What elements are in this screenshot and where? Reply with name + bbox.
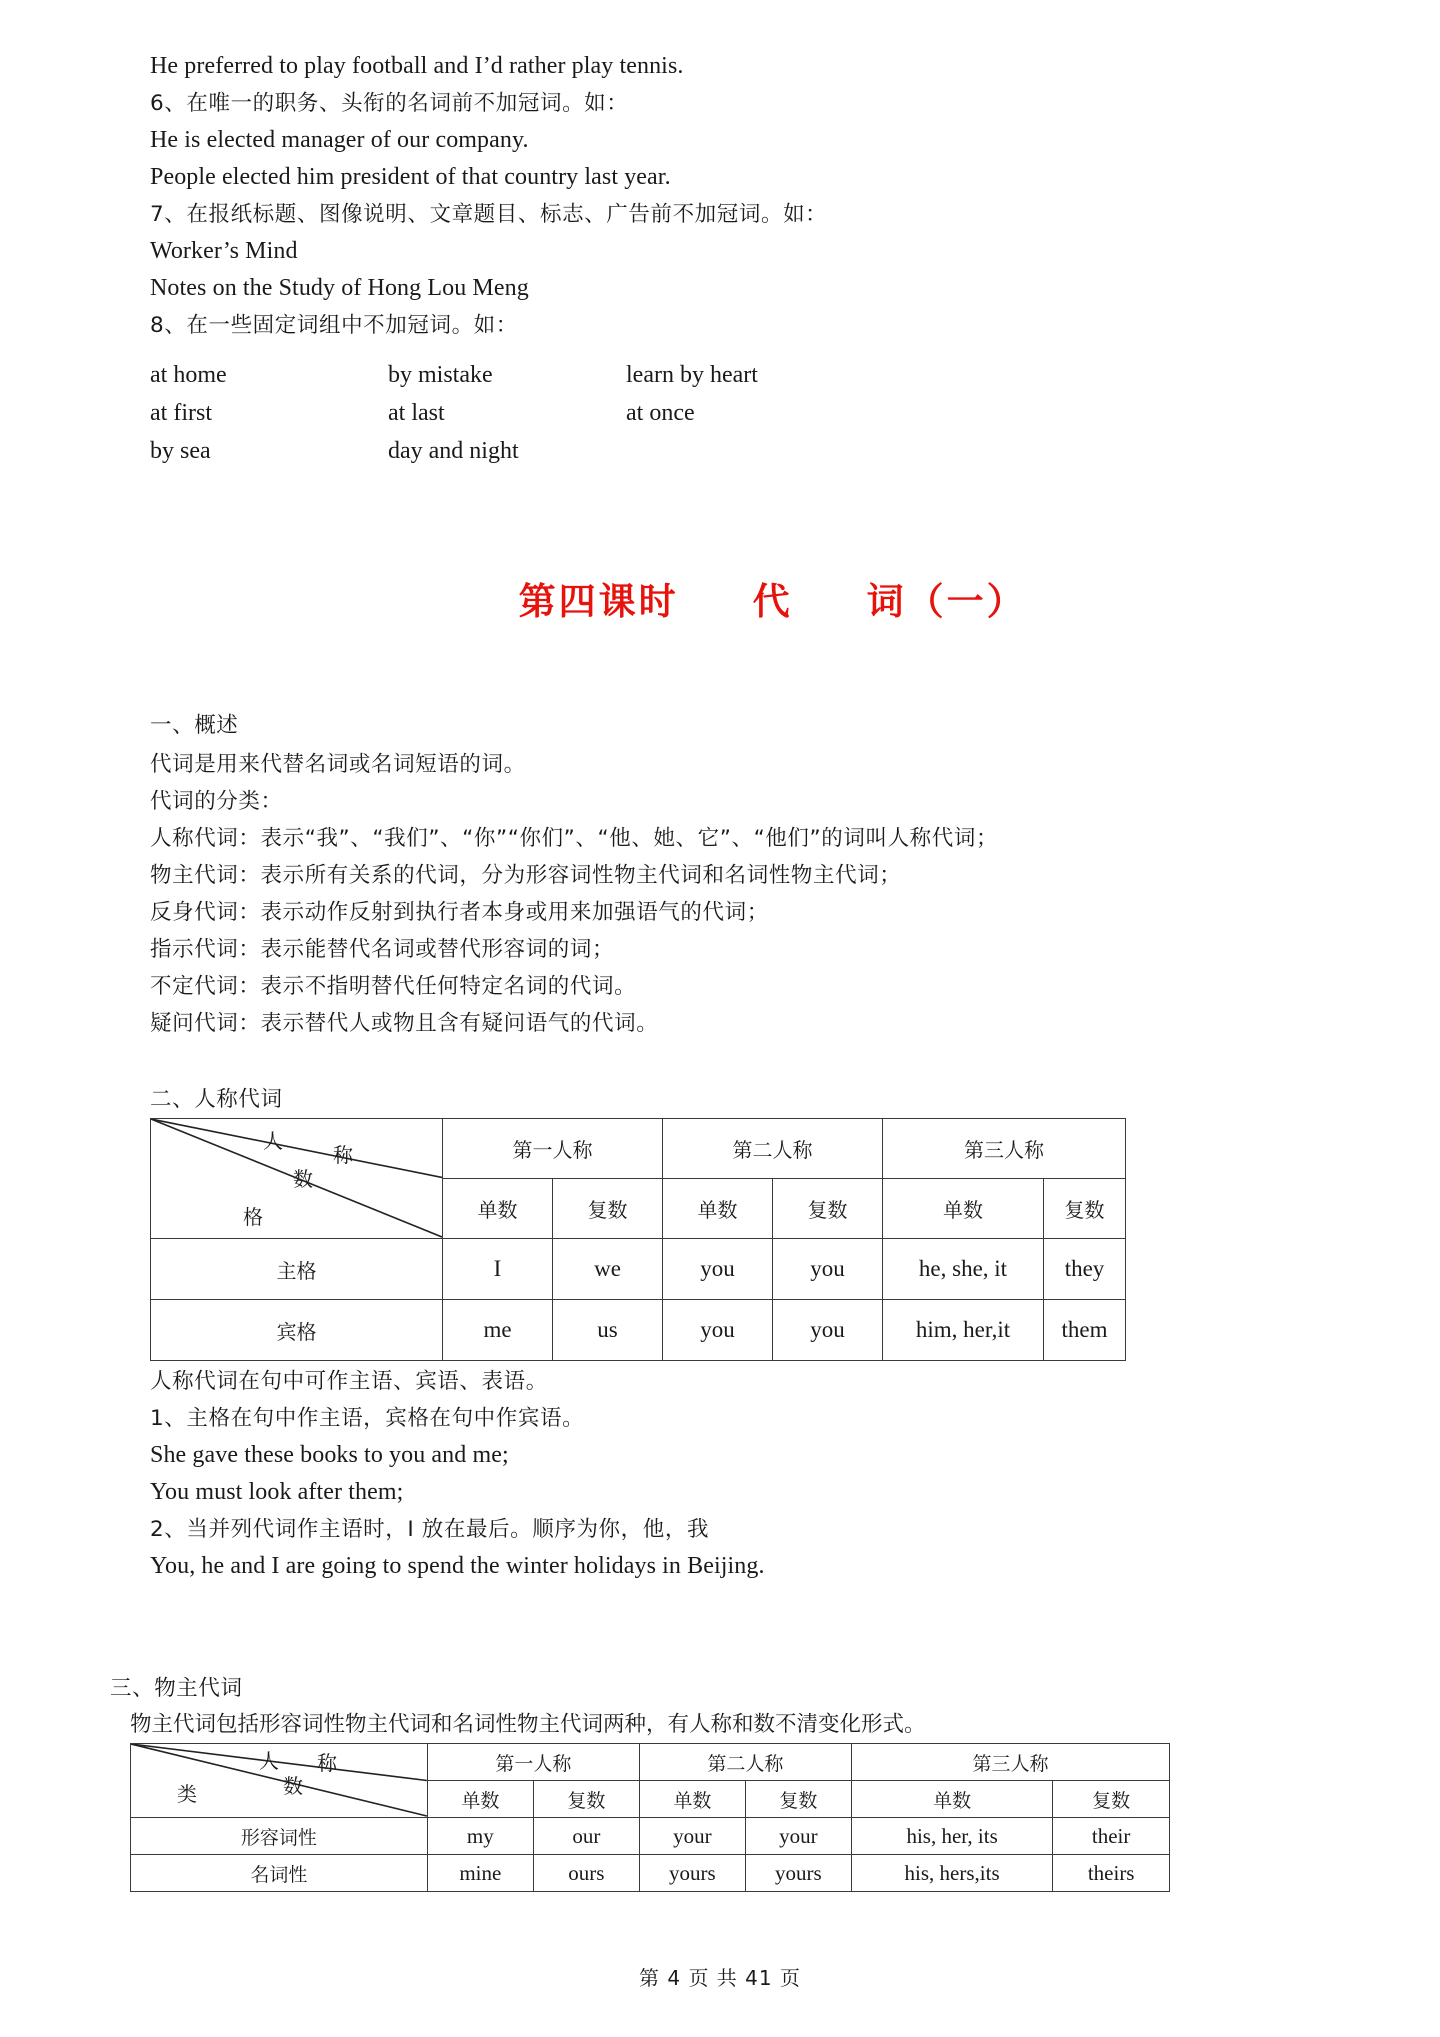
table-row	[151, 1119, 1126, 1179]
chapter-title	[150, 528, 1300, 668]
cell-noun-3p: theirs	[1053, 1855, 1170, 1892]
corner-label-person-1: 人	[263, 1129, 283, 1153]
row-label-subjective: 主格	[151, 1239, 443, 1300]
cell-noun-3s: his, hers,its	[851, 1855, 1052, 1892]
header-number-3s: 单数	[883, 1179, 1044, 1239]
corner-label-number: 数	[293, 1167, 313, 1191]
table-row	[151, 1300, 1126, 1361]
header-number-2s: 单数	[663, 1179, 773, 1239]
overview-line: 不定代词：表示不指明替代任何特定名词的代词。	[150, 974, 637, 999]
spacer	[150, 1585, 1300, 1671]
overview-line: 物主代词：表示所有关系的代词，分为形容词性物主代词和名词性物主代词；	[150, 863, 902, 888]
phrase-item	[626, 432, 864, 470]
chapter-title-part3: 词（一）	[866, 580, 1027, 623]
phrase-row	[150, 432, 1300, 470]
phrase-row	[150, 356, 1300, 394]
example-title: Worker’s Mind	[150, 238, 298, 264]
personal-pronoun-notes	[150, 1363, 1300, 1585]
phrase-row	[150, 394, 1300, 432]
cell-objective-3p: them	[1044, 1300, 1126, 1361]
article-rules-block	[150, 48, 1300, 344]
header-number-3p: 复数	[1053, 1781, 1170, 1818]
note-example: You, he and I are going to spend the winter holidays in Beijing.	[150, 1553, 765, 1579]
header-first-person: 第一人称	[443, 1119, 663, 1179]
cell-subjective-2s: you	[663, 1239, 773, 1300]
overview-line: 代词的分类：	[150, 789, 283, 814]
header-number-1s: 单数	[443, 1179, 553, 1239]
header-number-1s: 单数	[427, 1781, 533, 1818]
possessive-pronoun-table	[130, 1743, 1170, 1892]
corner-label-person-2: 称	[317, 1751, 337, 1775]
overview-line: 反身代词：表示动作反射到执行者本身或用来加强语气的代词；	[150, 900, 769, 925]
note-line: 2、当并列代词作主语时，I 放在最后。顺序为你，他，我	[150, 1517, 710, 1542]
cell-noun-2s: yours	[639, 1855, 745, 1892]
header-number-3p: 复数	[1044, 1179, 1126, 1239]
page-content	[110, 48, 1300, 1892]
overview-line: 疑问代词：表示替代人或物且含有疑问语气的代词。	[150, 1011, 659, 1036]
section-heading-overview: 一、概述	[150, 713, 239, 738]
cell-subjective-1s: I	[443, 1239, 553, 1300]
row-label-objective: 宾格	[151, 1300, 443, 1361]
cell-subjective-2p: you	[773, 1239, 883, 1300]
example-title: Notes on the Study of Hong Lou Meng	[150, 275, 529, 301]
phrase-item: at first	[150, 400, 212, 426]
cell-adjective-3p: their	[1053, 1818, 1170, 1855]
note-example: She gave these books to you and me;	[150, 1442, 509, 1468]
header-number-3s: 单数	[851, 1781, 1052, 1818]
cell-objective-2p: you	[773, 1300, 883, 1361]
table-row	[131, 1855, 1170, 1892]
header-number-1p: 复数	[533, 1781, 639, 1818]
header-number-1p: 复数	[553, 1179, 663, 1239]
corner-label-person-1: 人	[259, 1749, 279, 1773]
cell-noun-1s: mine	[427, 1855, 533, 1892]
cell-adjective-1s: my	[427, 1818, 533, 1855]
header-third-person: 第三人称	[883, 1119, 1126, 1179]
overview-line: 人称代词：表示“我”、“我们”、“你”“你们”、“他、她、它”、“他们”的词叫人称代词；	[150, 826, 999, 851]
phrase-item: at last	[388, 400, 445, 426]
phrase-item: by mistake	[388, 362, 493, 388]
cell-subjective-3p: they	[1044, 1239, 1126, 1300]
cell-adjective-3s: his, her, its	[851, 1818, 1052, 1855]
phrase-item: at once	[626, 400, 695, 426]
corner-label-number: 数	[283, 1774, 303, 1798]
table-corner-cell	[151, 1119, 443, 1239]
cell-subjective-1p: we	[553, 1239, 663, 1300]
rule-item-8: 8、在一些固定词组中不加冠词。如：	[150, 313, 518, 338]
section-personal-pronouns	[150, 1082, 1300, 1585]
header-second-person: 第二人称	[639, 1744, 851, 1781]
cell-objective-2s: you	[663, 1300, 773, 1361]
cell-subjective-3s: he, she, it	[883, 1239, 1044, 1300]
phrase-item: day and night	[388, 438, 519, 464]
section-heading-personal: 二、人称代词	[150, 1087, 283, 1112]
chapter-title-part1: 第四课时	[518, 580, 679, 623]
table-row	[131, 1818, 1170, 1855]
header-number-2p: 复数	[773, 1179, 883, 1239]
example-sentence: People elected him president of that country last year.	[150, 164, 671, 190]
section-possessive-pronouns	[110, 1671, 1300, 1892]
corner-label-person-2: 称	[333, 1143, 353, 1167]
phrase-item: learn by heart	[626, 362, 758, 388]
cell-adjective-1p: our	[533, 1818, 639, 1855]
header-number-2s: 单数	[639, 1781, 745, 1818]
note-line: 人称代词在句中可作主语、宾语、表语。	[150, 1369, 548, 1394]
header-second-person: 第二人称	[663, 1119, 883, 1179]
chapter-title-part2: 代	[752, 580, 793, 623]
possessive-intro: 物主代词包括形容词性物主代词和名词性物主代词两种，有人称和数不清变化形式。	[130, 1712, 926, 1737]
table-corner-cell	[131, 1744, 428, 1818]
row-label-noun-type: 名词性	[131, 1855, 428, 1892]
note-line: 1、主格在句中作主语，宾格在句中作宾语。	[150, 1406, 585, 1431]
corner-label-type: 类	[177, 1782, 197, 1806]
section-overview	[150, 708, 1300, 1042]
cell-objective-1s: me	[443, 1300, 553, 1361]
header-third-person: 第三人称	[851, 1744, 1169, 1781]
cell-adjective-2p: your	[745, 1818, 851, 1855]
overview-line: 代词是用来代替名词或名词短语的词。	[150, 752, 526, 777]
example-sentence: He is elected manager of our company.	[150, 127, 529, 153]
header-number-2p: 复数	[745, 1781, 851, 1818]
note-example: You must look after them;	[150, 1479, 404, 1505]
header-first-person: 第一人称	[427, 1744, 639, 1781]
cell-noun-1p: ours	[533, 1855, 639, 1892]
corner-diagonals	[151, 1119, 442, 1238]
rule-item-6: 6、在唯一的职务、头衔的名词前不加冠词。如：	[150, 91, 629, 116]
overview-paragraphs	[150, 746, 1300, 1042]
phrase-item: by sea	[150, 438, 211, 464]
example-sentence: He preferred to play football and I’d rather play tennis.	[150, 53, 684, 79]
personal-pronoun-table	[150, 1118, 1126, 1361]
cell-objective-3s: him, her,it	[883, 1300, 1044, 1361]
table-row	[151, 1239, 1126, 1300]
row-label-adjective-type: 形容词性	[131, 1818, 428, 1855]
cell-objective-1p: us	[553, 1300, 663, 1361]
corner-diagonals	[131, 1744, 427, 1817]
spacer	[150, 1042, 1300, 1082]
overview-line: 指示代词：表示能替代名词或替代形容词的词；	[150, 937, 615, 962]
cell-adjective-2s: your	[639, 1818, 745, 1855]
phrase-item: at home	[150, 362, 227, 388]
section-heading-possessive: 三、物主代词	[110, 1676, 243, 1701]
page-footer: 第 4 页 共 41 页	[639, 1966, 801, 1990]
cell-noun-2p: yours	[745, 1855, 851, 1892]
rule-item-7: 7、在报纸标题、图像说明、文章题目、标志、广告前不加冠词。如：	[150, 202, 828, 227]
table-row	[131, 1744, 1170, 1781]
corner-label-case: 格	[243, 1205, 263, 1229]
fixed-phrase-list	[150, 356, 1300, 470]
